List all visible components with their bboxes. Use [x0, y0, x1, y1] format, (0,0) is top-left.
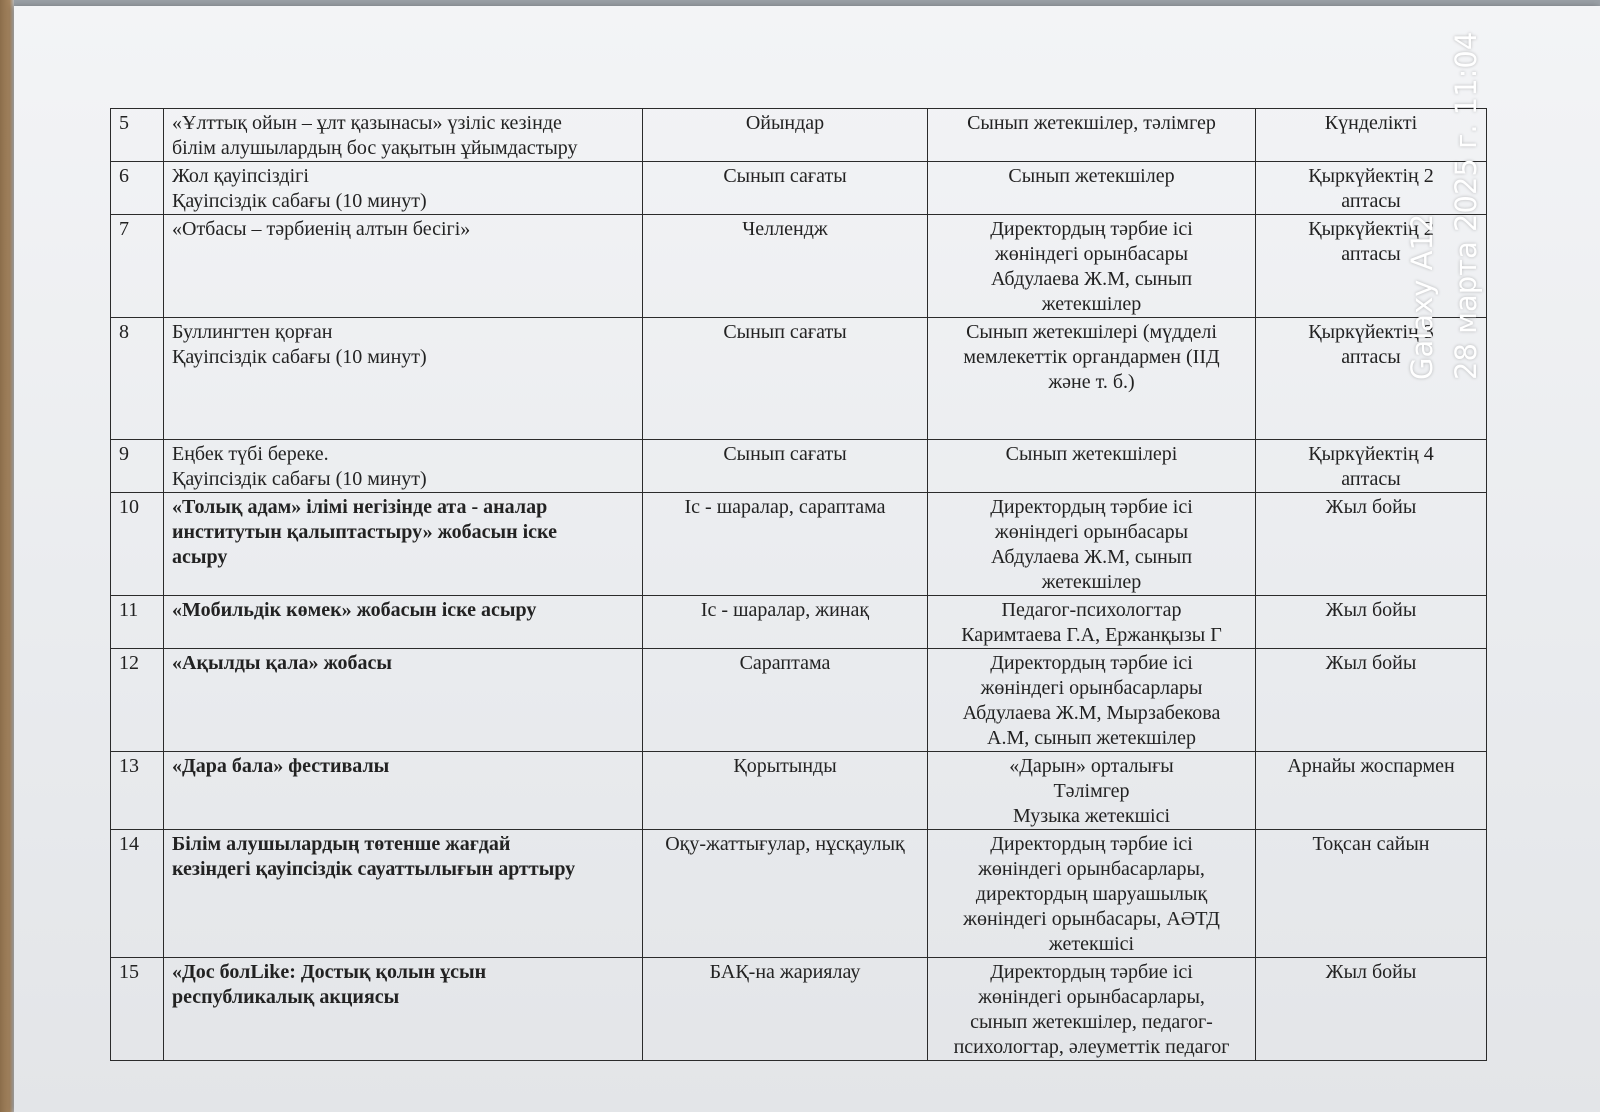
- event-cell: [164, 440, 643, 493]
- responsible-cell: [928, 752, 1256, 830]
- event-cell-line: республикалық акциясы: [172, 986, 400, 1008]
- event-cell: [164, 596, 643, 649]
- responsible-cell-line: Педагог-психологтар: [1001, 599, 1182, 621]
- table-row: [111, 440, 1487, 493]
- event-cell-line: «Отбасы – тәрбиенің алтын бесігі»: [172, 218, 471, 240]
- event-cell-line: Қауіпсіздік сабағы (10 минут): [172, 346, 427, 368]
- row-number-cell: 12: [111, 649, 164, 752]
- responsible-cell-line: жетекшілер: [1041, 571, 1142, 593]
- row-number-cell: 7: [111, 215, 164, 318]
- responsible-cell-line: жөніндегі орынбасары, АӘТД: [963, 908, 1220, 930]
- responsible-cell-line: Сынып жетекшілер: [1008, 165, 1175, 187]
- event-cell: [164, 752, 643, 830]
- event-cell-line: «Дос болLike: Достық қолын ұсын: [172, 961, 487, 983]
- responsible-cell: [928, 440, 1256, 493]
- row-number-cell: 8: [111, 318, 164, 440]
- responsible-cell-line: Музыка жетекшісі: [1012, 805, 1171, 827]
- period-cell-line: Күнделікті: [1324, 112, 1418, 134]
- period-cell-line: Арнайы жоспармен: [1287, 755, 1455, 777]
- row-number-cell: 10: [111, 493, 164, 596]
- event-cell-line: кезіндегі қауіпсіздік сауаттылығын арттыру: [172, 858, 576, 880]
- form-cell-line: Іс - шаралар, сараптама: [684, 496, 886, 518]
- responsible-cell-line: Директордың тәрбие ісі: [990, 833, 1193, 855]
- responsible-cell-line: Абдулаева Ж.М, сынып: [990, 546, 1193, 568]
- event-cell-line: Жол қауіпсіздігі: [172, 165, 309, 187]
- responsible-cell-line: мемлекеттік органдармен (ІІД: [963, 346, 1220, 368]
- period-cell: [1256, 596, 1487, 649]
- form-cell: [643, 958, 928, 1061]
- form-cell-line: Қорытынды: [733, 755, 837, 777]
- table-row: [111, 596, 1487, 649]
- watermark-timestamp: 28 марта 2025 г. 11:04: [1449, 31, 1483, 380]
- form-cell: [643, 596, 928, 649]
- period-cell-line: аптасы: [1341, 243, 1401, 265]
- event-cell-line: «Ақылды қала» жобасы: [172, 652, 392, 674]
- responsible-cell-line: жетекшілер: [1041, 293, 1142, 315]
- responsible-cell-line: Директордың тәрбие ісі: [990, 961, 1193, 983]
- form-cell-line: Оқу-жаттығулар, нұсқаулық: [665, 833, 905, 855]
- responsible-cell-line: Сынып жетекшілері: [1005, 443, 1178, 465]
- form-cell-line: Сынып сағаты: [723, 443, 847, 465]
- row-number-cell: 6: [111, 162, 164, 215]
- event-cell-line: «Ұлттық ойын – ұлт қазынасы» үзіліс кезінде: [172, 112, 562, 134]
- period-cell-line: Жыл бойы: [1325, 652, 1417, 674]
- responsible-cell: [928, 596, 1256, 649]
- responsible-cell: [928, 162, 1256, 215]
- period-cell: [1256, 440, 1487, 493]
- form-cell: [643, 318, 928, 440]
- event-cell-line: «Дара бала» фестивалы: [172, 755, 390, 777]
- responsible-cell-line: жөніндегі орынбасарлары,: [978, 858, 1205, 880]
- row-number-cell: 11: [111, 596, 164, 649]
- responsible-cell-line: Директордың тәрбие ісі: [990, 652, 1193, 674]
- event-cell: [164, 649, 643, 752]
- form-cell: [643, 215, 928, 318]
- event-cell: [164, 215, 643, 318]
- form-cell-line: Сынып сағаты: [723, 321, 847, 343]
- responsible-cell: [928, 649, 1256, 752]
- responsible-cell-line: Сынып жетекшілері (мүдделі: [966, 321, 1217, 343]
- event-cell-line: институтын қалыптастыру» жобасын іске: [172, 521, 557, 543]
- period-cell: [1256, 649, 1487, 752]
- form-cell-line: БАҚ-на жариялау: [709, 961, 861, 983]
- event-cell-line: асыру: [172, 546, 228, 568]
- event-cell: [164, 958, 643, 1061]
- event-cell: [164, 109, 643, 162]
- period-cell-line: Қыркүйектің 2: [1308, 218, 1434, 240]
- responsible-cell-line: жөніндегі орынбасарлары,: [978, 986, 1205, 1008]
- period-cell-line: Тоқсан сайын: [1312, 833, 1430, 855]
- table-row: [111, 109, 1487, 162]
- period-cell-line: Қыркүйектің 2: [1308, 165, 1434, 187]
- responsible-cell: [928, 830, 1256, 958]
- form-cell: [643, 493, 928, 596]
- table-row: [111, 162, 1487, 215]
- form-cell-line: Ойындар: [745, 112, 825, 134]
- row-number-cell: 13: [111, 752, 164, 830]
- responsible-cell-line: сынып жетекшілер, педагог-: [970, 1011, 1213, 1033]
- event-cell-line: «Толық адам» ілімі негізінде ата - аналар: [172, 496, 548, 518]
- table-row: [111, 958, 1487, 1061]
- period-cell-line: Жыл бойы: [1325, 496, 1417, 518]
- responsible-cell-line: Директордың тәрбие ісі: [990, 218, 1193, 240]
- plan-table-body: [111, 109, 1487, 1061]
- period-cell: [1256, 752, 1487, 830]
- responsible-cell: [928, 109, 1256, 162]
- table-row: [111, 752, 1487, 830]
- responsible-cell-line: Каримтаева Г.А, Ержанқызы Г: [961, 624, 1222, 646]
- event-cell-line: Буллингтен қорған: [172, 321, 333, 343]
- period-cell-line: аптасы: [1341, 190, 1401, 212]
- table-row: [111, 830, 1487, 958]
- form-cell-line: Іс - шаралар, жинақ: [700, 599, 870, 621]
- watermark-device: Galaxy A12: [1405, 213, 1439, 380]
- responsible-cell-line: Абдулаева Ж.М, сынып: [990, 268, 1193, 290]
- event-cell: [164, 493, 643, 596]
- event-cell: [164, 318, 643, 440]
- table-row: [111, 215, 1487, 318]
- form-cell: [643, 440, 928, 493]
- responsible-cell-line: Абдулаева Ж.М, Мырзабекова: [962, 702, 1221, 724]
- row-number-cell: 5: [111, 109, 164, 162]
- responsible-cell-line: жетекшісі: [1048, 933, 1135, 955]
- responsible-cell-line: жөніндегі орынбасары: [994, 243, 1189, 265]
- responsible-cell: [928, 215, 1256, 318]
- table-row: [111, 318, 1487, 440]
- event-cell-line: Қауіпсіздік сабағы (10 минут): [172, 190, 427, 212]
- period-cell-line: Қыркүйектің 3: [1308, 321, 1434, 343]
- table-row: [111, 493, 1487, 596]
- period-cell: [1256, 958, 1487, 1061]
- row-number-cell: 9: [111, 440, 164, 493]
- event-cell-line: білім алушылардың бос уақытын ұйымдастыру: [172, 137, 578, 159]
- event-cell-line: «Мобильдік көмек» жобасын іске асыру: [172, 599, 537, 621]
- form-cell-line: Челлендж: [742, 218, 828, 240]
- event-cell-line: Білім алушылардың төтенше жағдай: [172, 833, 511, 855]
- form-cell: [643, 162, 928, 215]
- form-cell: [643, 830, 928, 958]
- responsible-cell-line: Тәлімгер: [1053, 780, 1130, 802]
- responsible-cell-line: А.М, сынып жетекшілер: [987, 727, 1196, 749]
- event-cell: [164, 162, 643, 215]
- period-cell-line: Қыркүйектің 4: [1308, 443, 1434, 465]
- responsible-cell-line: Директордың тәрбие ісі: [990, 496, 1193, 518]
- event-cell-line: Қауіпсіздік сабағы (10 минут): [172, 468, 427, 490]
- period-cell-line: аптасы: [1341, 468, 1401, 490]
- form-cell-line: Сынып сағаты: [723, 165, 847, 187]
- responsible-cell-line: жөніндегі орынбасары: [994, 521, 1189, 543]
- row-number-cell: 15: [111, 958, 164, 1061]
- responsible-cell-line: жөніндегі орынбасарлары: [980, 677, 1203, 699]
- responsible-cell: [928, 493, 1256, 596]
- form-cell-line: Сараптама: [739, 652, 831, 674]
- period-cell-line: Жыл бойы: [1325, 961, 1417, 983]
- row-number-cell: 14: [111, 830, 164, 958]
- period-cell-line: Жыл бойы: [1325, 599, 1417, 621]
- responsible-cell-line: «Дарын» орталығы: [1009, 755, 1174, 777]
- period-cell: [1256, 493, 1487, 596]
- responsible-cell-line: психологтар, әлеуметтік педагог: [953, 1036, 1230, 1058]
- responsible-cell-line: және т. б.): [1048, 371, 1135, 393]
- responsible-cell-line: Сынып жетекшілер, тәлімгер: [967, 112, 1216, 134]
- form-cell: [643, 109, 928, 162]
- responsible-cell: [928, 958, 1256, 1061]
- table-row: [111, 649, 1487, 752]
- desk-edge: [0, 0, 14, 1112]
- event-cell: [164, 830, 643, 958]
- responsible-cell-line: директордың шаруашылық: [975, 883, 1208, 905]
- camera-watermark: [1400, 32, 1488, 380]
- form-cell: [643, 649, 928, 752]
- responsible-cell: [928, 318, 1256, 440]
- form-cell: [643, 752, 928, 830]
- event-cell-line: Еңбек түбі береке.: [172, 443, 329, 465]
- plan-table: [110, 108, 1487, 1061]
- period-cell-line: аптасы: [1341, 346, 1401, 368]
- period-cell: [1256, 830, 1487, 958]
